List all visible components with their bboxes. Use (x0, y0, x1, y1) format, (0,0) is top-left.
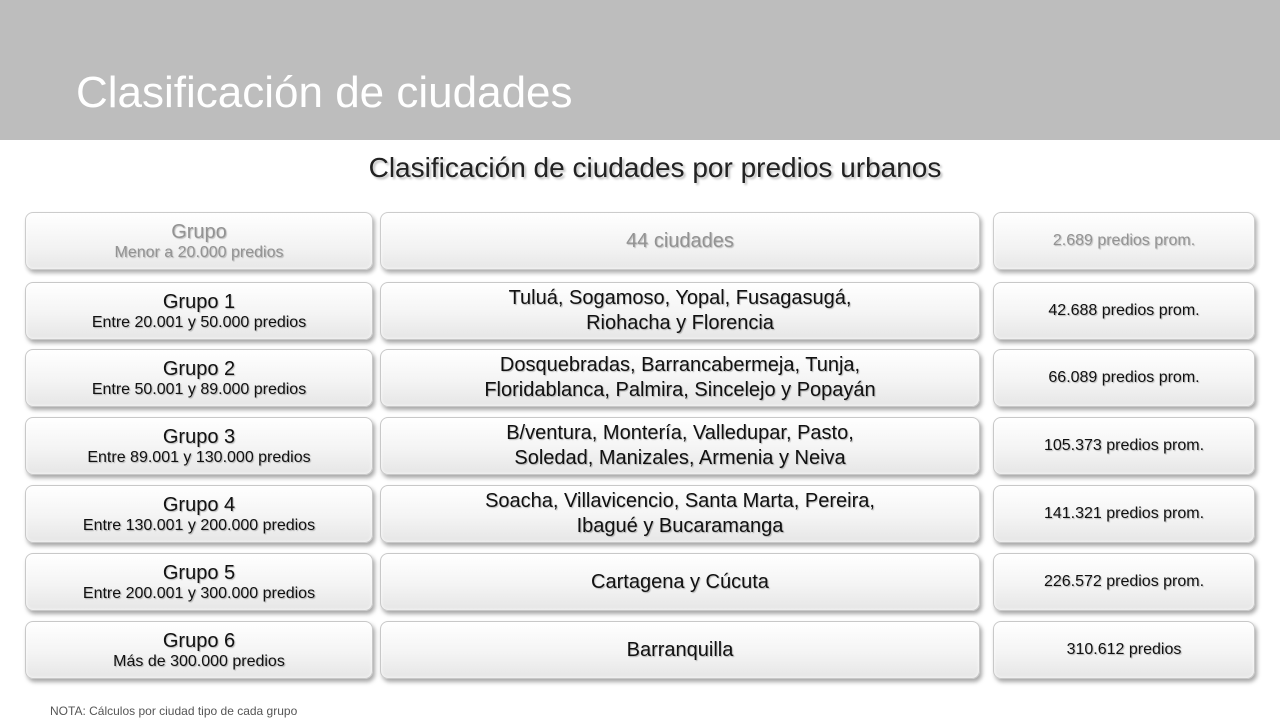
cities-line: Soacha, Villavicencio, Santa Marta, Pereira, (485, 490, 875, 512)
group-box-4 (25, 485, 373, 543)
cities-line: Barranquilla (626, 638, 734, 661)
average-value: 42.688 predios prom. (1048, 302, 1200, 319)
cities-line: Riohacha y Florencia (586, 312, 774, 334)
group-box-2 (25, 349, 373, 407)
group-name: Grupo 5 (162, 561, 236, 584)
average-box-2 (993, 349, 1255, 407)
group-name: Grupo (171, 220, 227, 243)
average-box-1 (993, 282, 1255, 340)
group-box-base (25, 212, 373, 270)
cities-box-1 (380, 282, 980, 340)
cities-box-4 (380, 485, 980, 543)
group-range: Menor a 20.000 predios (114, 243, 284, 261)
average-box-4 (993, 485, 1255, 543)
average-value: 2.689 predios prom. (1052, 232, 1196, 249)
average-value: 141.321 predios prom. (1043, 505, 1205, 522)
group-name: Grupo 6 (162, 629, 236, 652)
cities-line: Floridablanca, Palmira, Sincelejo y Popayán (484, 379, 876, 401)
slide-title: Clasificación de ciudades (76, 68, 573, 117)
cities-line: Dosquebradas, Barrancabermeja, Tunja, (499, 354, 861, 376)
table-subtitle: Clasificación de ciudades por predios urbanos (368, 152, 942, 183)
group-name: Grupo 1 (162, 290, 236, 313)
cities-box-3 (380, 417, 980, 475)
footnote: NOTA: Cálculos por ciudad tipo de cada grupo (50, 704, 298, 718)
cities-line: 44 ciudades (626, 229, 734, 252)
group-name: Grupo 4 (162, 493, 236, 516)
group-box-6 (25, 621, 373, 679)
group-range: Entre 50.001 y 89.000 predios (91, 380, 307, 398)
group-range: Entre 200.001 y 300.000 predios (82, 584, 316, 602)
average-box-5 (993, 553, 1255, 611)
average-value: 226.572 predios prom. (1043, 573, 1205, 590)
cities-box-base (380, 212, 980, 270)
cities-line: Ibagué y Bucaramanga (576, 515, 784, 537)
average-box-base (993, 212, 1255, 270)
group-name: Grupo 2 (162, 357, 236, 380)
group-name: Grupo 3 (162, 425, 236, 448)
average-value: 66.089 predios prom. (1048, 369, 1200, 386)
group-range: Entre 20.001 y 50.000 predios (91, 313, 307, 331)
cities-box-5 (380, 553, 980, 611)
average-box-6 (993, 621, 1255, 679)
group-box-3 (25, 417, 373, 475)
cities-box-6 (380, 621, 980, 679)
group-range: Entre 130.001 y 200.000 predios (82, 516, 316, 534)
cities-line: Tuluá, Sogamoso, Yopal, Fusagasugá, (508, 287, 852, 309)
average-box-3 (993, 417, 1255, 475)
cities-line: Soledad, Manizales, Armenia y Neiva (514, 447, 846, 469)
group-box-5 (25, 553, 373, 611)
group-range: Entre 89.001 y 130.000 predios (87, 448, 311, 466)
cities-line: Cartagena y Cúcuta (591, 570, 769, 593)
average-value: 105.373 predios prom. (1043, 437, 1205, 454)
cities-box-2 (380, 349, 980, 407)
cities-line: B/ventura, Montería, Valledupar, Pasto, (506, 422, 854, 444)
group-range: Más de 300.000 predios (113, 652, 285, 670)
group-box-1 (25, 282, 373, 340)
average-value: 310.612 predios (1066, 641, 1182, 658)
